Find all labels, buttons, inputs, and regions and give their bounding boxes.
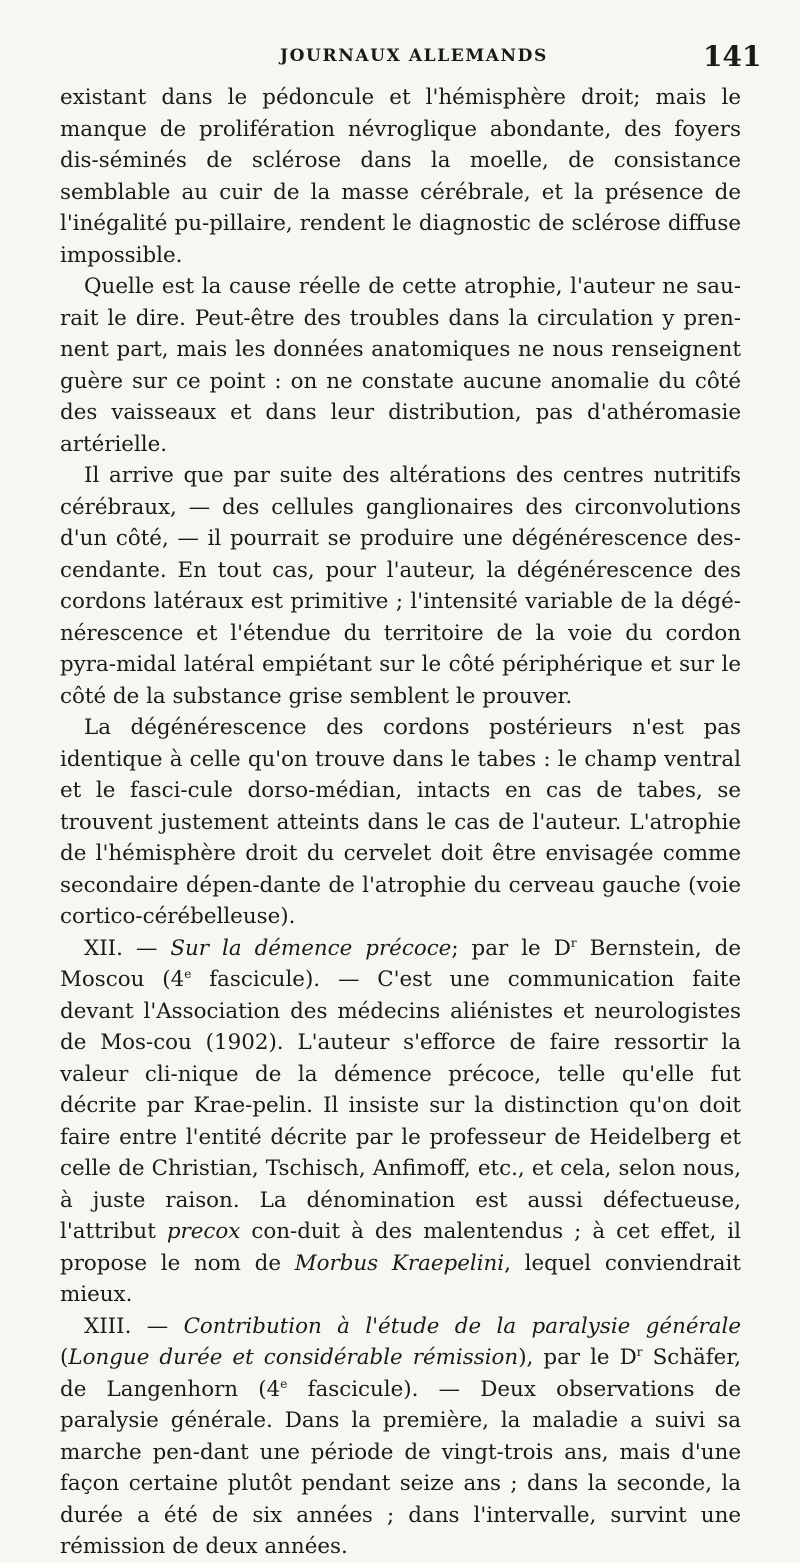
section-xii-fascicule-sup: e — [184, 966, 192, 981]
section-xiii-author: Schäfer, de Langenhorn (4 — [60, 1345, 741, 1402]
section-xiii-body: fascicule). — Deux observations de paralysie générale. Dans la première, la maladie a suivi sa marche pen-dant une période de vingt-trois ans, mais d'une façon certaine plutôt pendant seize ans ; dans la seconde, la durée a été de six années ; dans l'intervalle, survint une rémission de deux années. — [60, 1376, 741, 1559]
section-xiii-subtitle: Longue durée et considérable rémission — [68, 1345, 519, 1370]
paragraph-2-text: Quelle est la cause réelle de cette atrophie, l'auteur ne sau-rait le dire. Peut-être des troubles dans la circulation y pren-nent part, mais les données anatomiques ne nous renseignent guère sur ce point : on ne constate aucune anomalie du côté des vaisseaux et dans leur distribution, pas d'athéromasie artérielle. — [60, 274, 741, 457]
paragraph-3-text: Il arrive que par suite des altérations des centres nutritifs cérébraux, — des cellules ganglionaires des circonvolutions d'un côté, — il pourrait se produire une dégénérescence des-cendante. En tout cas, pour l'auteur, la dégénérescence des cordons latéraux est primitive ; l'intensité variable de la dégé-nérescence et l'étendue du territoire de la voie du cordon pyra-midal latéral empiétant sur le côté périphérique et sur le côté de la substance grise semblent le prouver. — [60, 463, 741, 709]
section-xii-author: Bernstein, de Moscou (4 — [60, 935, 741, 992]
section-xii-body: fascicule). — C'est une communication faite devant l'Association des médecins aliénistes et neurologistes de Mos-cou (1902). L'auteur s'efforce de faire ressortir la valeur cli-nique de la démence précoce, telle qu'elle fut décrite par Krae-pelin. Il insiste sur la distinction qu'on doit faire entre l'entité décrite par le professeur de Heidelberg et celle de Christian, Tschisch, Anfimoff, etc., et cela, selon nous, à juste raison. La dénomination est aussi défectueuse, l'attribut — [60, 967, 741, 1244]
section-xii-title: Sur la démence précoce — [170, 935, 452, 961]
section-xiii — [60, 1311, 741, 1563]
paragraph-1-text: existant dans le pédoncule et l'hémisphère droit; mais le manque de prolifération névroglique abondante, des foyers dis-séminés de sclérose dans la moelle, de consistance semblable au cuir de la masse cérébrale, et la présence de l'inégalité pu-pillaire, rendent le diagnostic de sclérose diffuse impossible. — [60, 85, 741, 268]
section-xiii-dr-sup: r — [636, 1344, 643, 1359]
section-xii-dr-sup: r — [570, 935, 577, 950]
section-xiii-paren-open: ( — [60, 1345, 69, 1370]
section-xii-precox: precox — [166, 1219, 241, 1244]
section-xiii-fascicule-sup: e — [280, 1376, 288, 1391]
paragraph-2 — [60, 271, 741, 460]
section-xiii-title: Contribution à l'étude de la paralysie générale — [183, 1313, 741, 1339]
section-xiii-dash: — — [146, 1313, 169, 1339]
section-xiii-numeral: XIII. — [84, 1313, 132, 1339]
section-xii — [60, 933, 741, 1311]
section-xii-body-2: con-duit à des malentendus ; à cet effet, il propose le nom de — [60, 1219, 741, 1276]
section-xii-dash: — — [135, 935, 158, 961]
paragraph-4-text: La dégénérescence des cordons postérieurs n'est pas identique à celle qu'on trouve dans le tabes : le champ ventral et le fasci-cule dorso-médian, intacts en cas de tabes, se trouvent justement atteints dans le cas de l'auteur. L'atrophie de l'hémisphère droit du cervelet doit être envisagée comme secondaire dépen-dante de l'atrophie du cerveau gauche (voie cortico-cérébelleuse). — [60, 715, 741, 929]
paragraph-4 — [60, 712, 741, 933]
section-xii-numeral: XII. — [84, 935, 123, 961]
page-number: 141 — [703, 40, 762, 73]
section-xii-author-prefix: ; par le D — [451, 935, 571, 961]
section-xii-body-3: , lequel conviendrait mieux. — [60, 1250, 741, 1307]
running-title: JOURNAUX ALLEMANDS — [280, 46, 548, 66]
paragraph-1 — [60, 82, 741, 271]
paragraph-3 — [60, 460, 741, 712]
section-xiii-author-prefix: ), par le D — [518, 1345, 637, 1370]
body-text — [60, 82, 741, 1563]
page-header — [0, 36, 800, 76]
section-xii-morbus: Morbus Kraepelini — [294, 1250, 505, 1276]
